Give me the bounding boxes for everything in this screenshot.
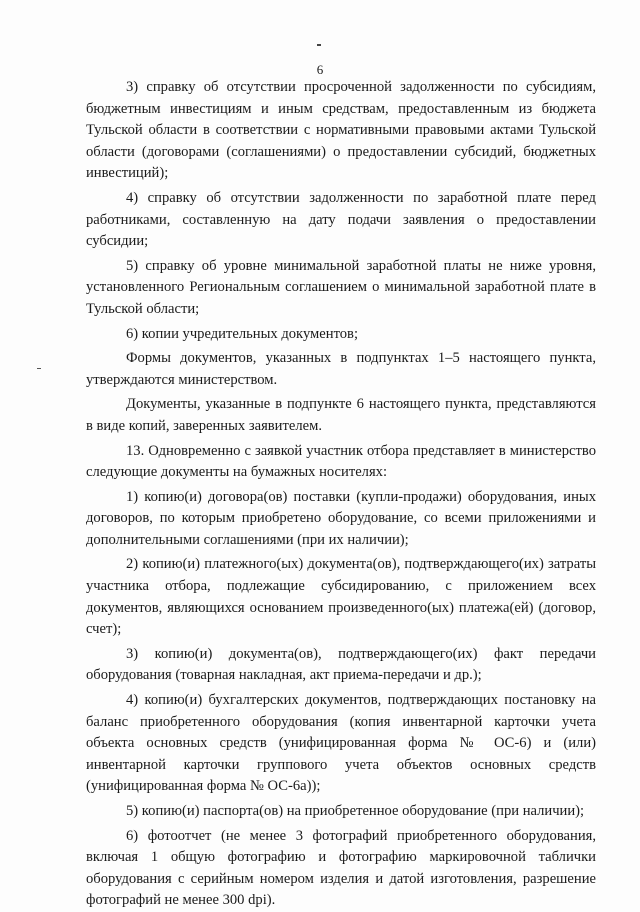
paragraph-forms-approval: Формы документов, указанных в подпунктах 1–5 настоящего пункта, утверждаются министерством. [86, 350, 596, 388]
margin-mark [37, 368, 41, 369]
paragraph-item-3-debt-certificate: 3) справку об отсутствии просроченной задолженности по субсидиям, бюджетным инвестициям и иным средствам, предоставленным из бюджета Тульской области в соответствии с нормативными правовыми актами Тульской области (договорами (соглашениями) о предоставлении субсидий, бюджетных инвестиций); [86, 79, 596, 182]
paragraph-item-6-founding-docs: 6) копии учредительных документов; [126, 325, 358, 342]
paragraph-item-4-salary-debt: 4) справку об отсутствии задолженности по заработной плате перед работниками, составленную на дату подачи заявления о предоставлении субсидии; [86, 189, 596, 250]
paragraph-section-13: 13. Одновременно с заявкой участник отбора представляет в министерство следующие документы на бумажных носителях: [86, 442, 596, 481]
paragraph-item-6-photo-report: 6) фотоотчет (не менее 3 фотографий приобретенного оборудования, включая 1 общую фотографию и фотографию маркировочной таблички оборудования с серийным номером изделия и датой изготовления, разрешение фотографий не менее 300 dpi). [86, 827, 596, 909]
paragraph-item-4-accounting: 4) копию(и) бухгалтерских документов, подтверждающих постановку на баланс приобретенного оборудования (копия инвентарной карточки учета объекта основных средств (унифицированная форма № ОС-6) и (или) инвентарной карточки группового учета объектов основных средств (унифицированная форма № ОС-6а)); [86, 692, 596, 795]
paragraph-item-3-transfer: 3) копию(и) документа(ов), подтверждающего(их) факт передачи оборудования (товарная накладная, акт приема-передачи и др.); [86, 645, 596, 684]
document-body [86, 77, 596, 912]
paragraph-item-2-payments: 2) копию(и) платежного(ых) документа(ов), подтверждающего(их) затраты участника отбора, подлежащие субсидированию, с приложением всех документов, являющихся основанием произведенного(ых) платежа(ей) (договор, счет); [86, 556, 596, 638]
page-number: 6 [316, 62, 324, 77]
paragraph-item-5-passport: 5) копию(и) паспорта(ов) на приобретенное оборудование (при наличии); [126, 803, 585, 819]
paragraph-item-1-contracts: 1) копию(и) договора(ов) поставки (купли-продажи) оборудования, иных договоров, по которым приобретено оборудование, со всеми приложениями и дополнительными соглашениями (при их наличии); [86, 488, 596, 548]
paragraph-copies-certified: Документы, указанные в подпункте 6 настоящего пункта, представляются в виде копий, заверенных заявителем. [86, 396, 596, 434]
scan-speck [317, 44, 321, 46]
paragraph-item-5-minimum-wage: 5) справку об уровне минимальной заработной платы не ниже уровня, установленного Региональным соглашением о минимальной заработной плате в Тульской области; [86, 257, 596, 317]
